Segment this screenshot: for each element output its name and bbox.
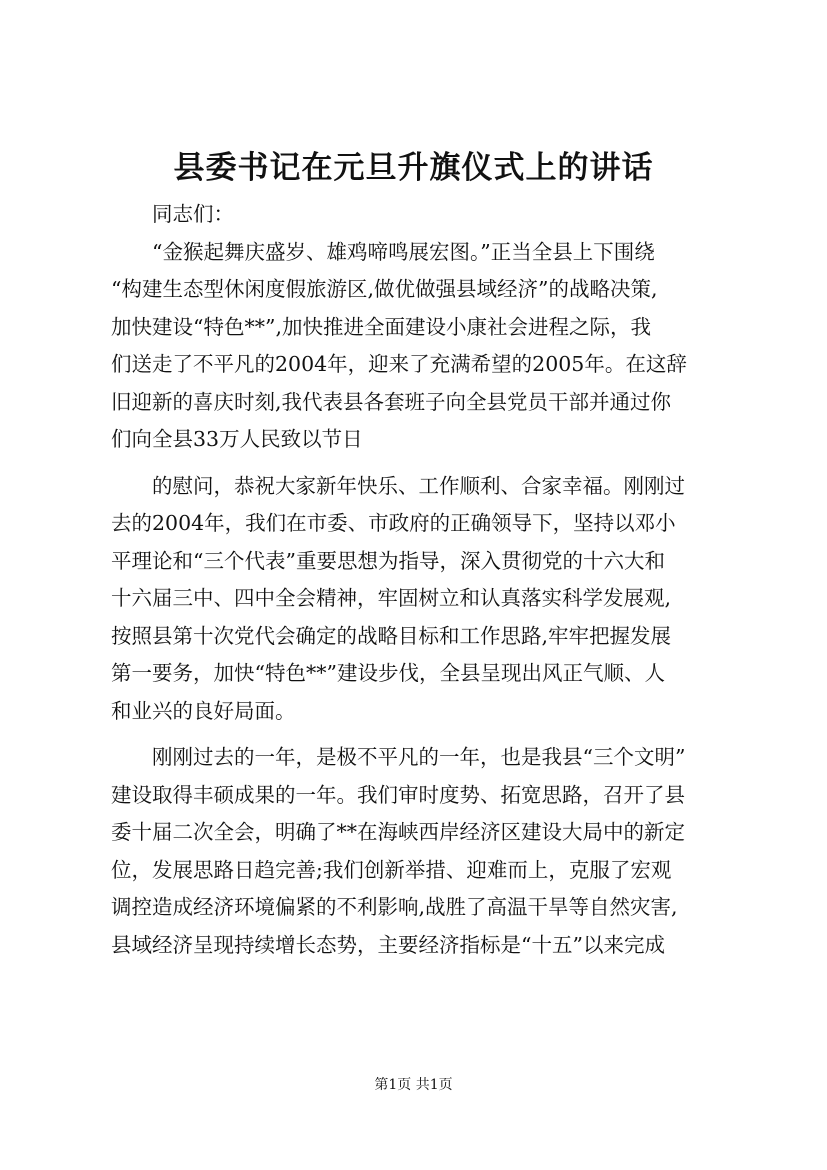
paragraph-line: 委十届二次全会，明确了**在海峡西岸经济区建设大局中的新定 [111,820,685,844]
paragraph-line: 们向全县33万人民致以节日 [111,427,363,451]
paragraph-line: 建设取得丰硕成果的一年。我们审时度势、拓宽思路，召开了县 [111,782,685,807]
paragraph-line: “构建生态型休闲度假旅游区,做优做强县域经济”的战略决策, [111,277,658,301]
document-body [111,196,723,964]
paragraph-line: 位，发展思路日趋完善;我们创新举措、迎难而上，克服了宏观 [111,857,672,882]
document-title: 县委书记在元旦升旗仪式上的讲话 [173,150,654,186]
page-number-footer: 第1页 共1页 [374,1077,453,1093]
paragraph-line: 县域经济呈现持续增长态势，主要经济指标是“十五”以来完成 [111,932,665,957]
paragraph-line: 第一要务，加快“特色**”建设步伐，全县呈现出风正气顺、人 [111,661,665,685]
paragraph-line: 们送走了不平凡的2004年，迎来了充满希望的2005年。在这辞 [111,352,687,376]
paragraph-line: 加快建设“特色**”,加快推进全面建设小康社会进程之际，我 [111,314,651,339]
paragraph-line: 调控造成经济环境偏紧的不利影响,战胜了高温干旱等自然灾害, [111,895,678,919]
paragraph-line: 的慰问，恭祝大家新年快乐、工作顺利、合家幸福。刚刚过 [152,473,685,498]
paragraph-line: 刚刚过去的一年，是极不平凡的一年，也是我县“三个文明” [152,745,686,769]
paragraph-gap [111,730,723,739]
paragraph-line: 旧迎新的喜庆时刻,我代表县各套班子向全县党员干部并通过你 [111,389,672,414]
paragraph-gap [111,459,723,468]
paragraph-line: 和业兴的良好局面。 [111,698,296,723]
paragraph-line: 去的2004年，我们在市委、市政府的正确领导下，坚持以邓小 [111,511,676,535]
paragraph-line: “金猴起舞庆盛岁、雄鸡啼鸣展宏图。”正当全县上下围绕 [152,239,655,264]
salutation-line: 同志们： [152,202,234,226]
paragraph-line: 按照县第十次党代会确定的战略目标和工作思路,牢牢把握发展 [111,623,672,648]
paragraph-line: 十六届三中、四中全会精神，牢固树立和认真落实科学发展观, [111,586,672,610]
paragraph-line: 平理论和“三个代表”重要思想为指导，深入贯彻党的十六大和 [111,548,665,573]
